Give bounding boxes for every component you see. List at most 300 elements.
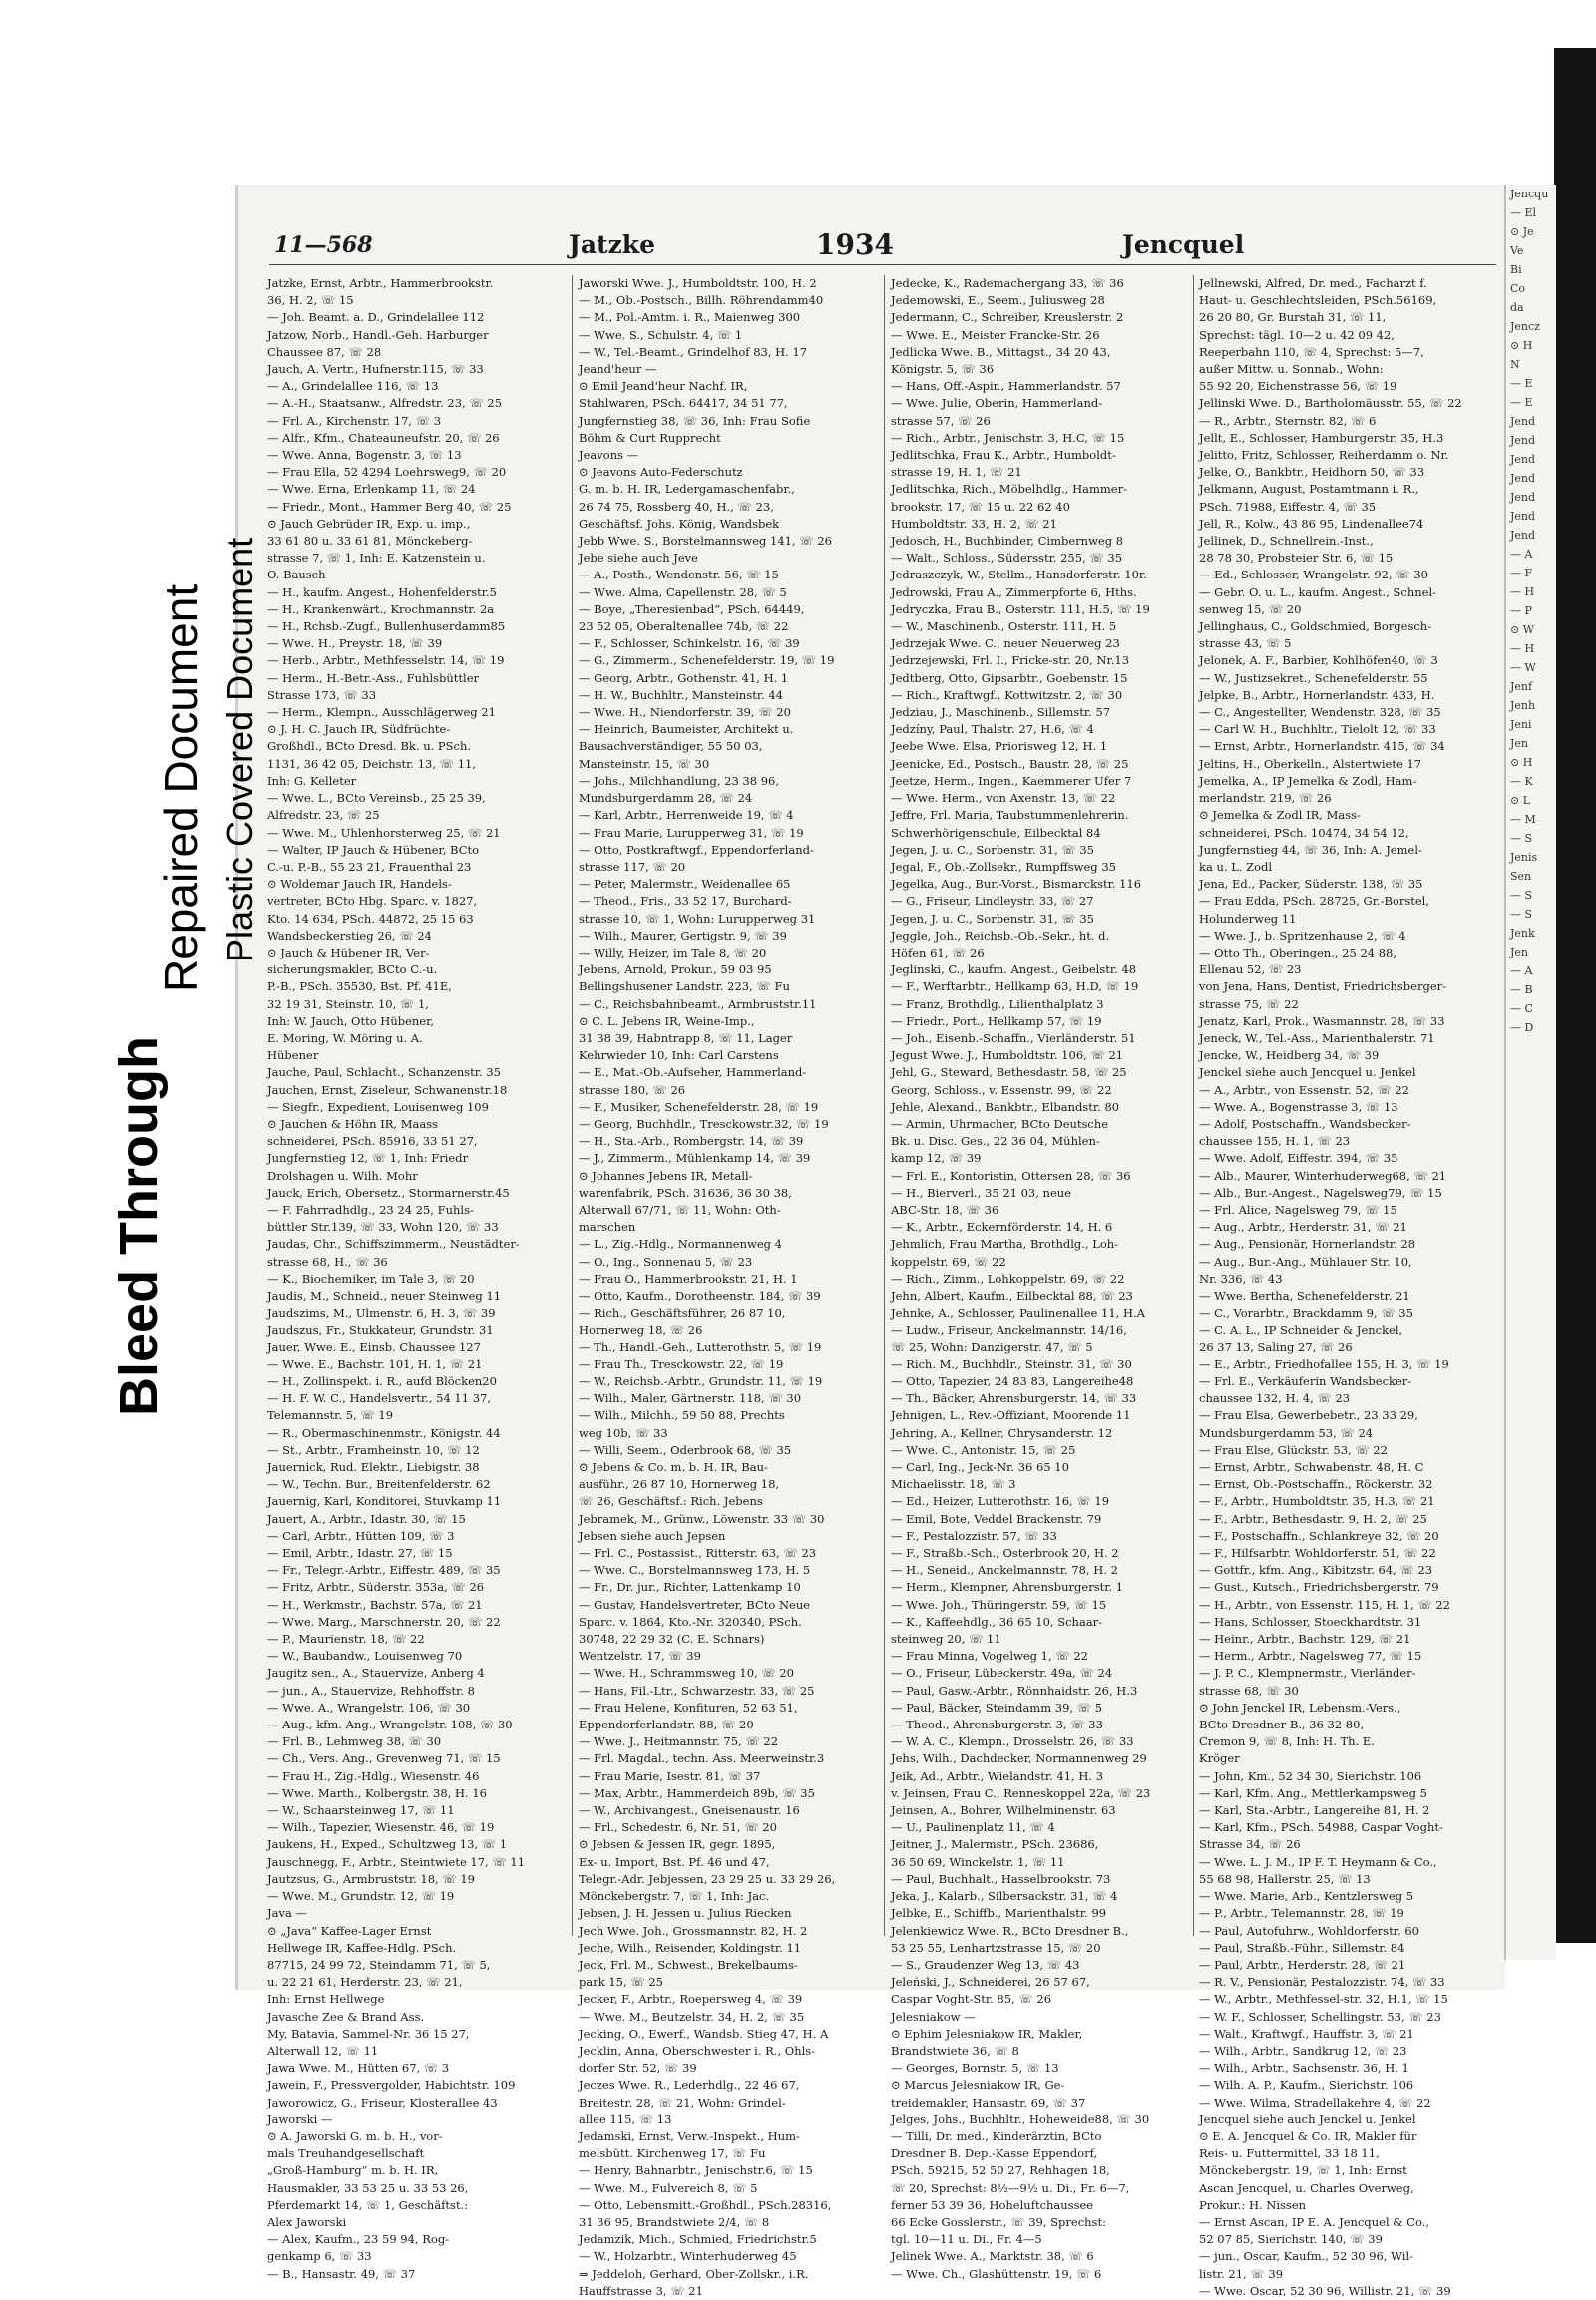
book-edge-shadow <box>1554 48 1596 1943</box>
directory-entry: — Th., Handl.-Geh., Lutterothstr. 5, ☏ 19 <box>579 1340 822 1354</box>
directory-entry: Jungfernstieg 38, ☏ 36, Inh: Frau Sofie <box>579 413 811 428</box>
next-page-fragment: Bi <box>1510 263 1522 276</box>
directory-entry: Jehnigen, L., Rev.-Offiziant, Moorende 11 <box>891 1408 1131 1423</box>
next-page-fragment: — C <box>1510 1002 1533 1015</box>
directory-entry: — Gottfr., kfm. Ang., Kibitzstr. 64, ☏ 23 <box>1199 1563 1433 1578</box>
directory-entry: — B., Hansastr. 49, ☏ 37 <box>267 2266 416 2281</box>
next-page-fragment: Jend <box>1510 491 1536 504</box>
directory-entry: — Frau Helene, Konfituren, 52 63 51, <box>579 1700 798 1715</box>
directory-entry: — Peter, Malermstr., Weidenallee 65 <box>579 877 791 892</box>
directory-entry: — F., Arbtr., Bethesdastr. 9, H. 2, ☏ 25 <box>1199 1511 1427 1526</box>
directory-entry: Jedamski, Ernst, Verw.-Inspekt., Hum- <box>579 2128 800 2143</box>
directory-entry: 55 68 98, Hallerstr. 25, ☏ 13 <box>1199 1871 1371 1886</box>
directory-entry: Javasche Zee & Brand Ass. <box>267 2009 425 2024</box>
directory-entry: — Wwe. L. J. M., IP F. T. Heymann & Co., <box>1199 1854 1437 1869</box>
directory-entry: — F., Schlosser, Schinkelstr. 16, ☏ 39 <box>579 636 800 651</box>
directory-entry: ⊙ Jeavons Auto-Federschutz <box>579 465 743 480</box>
directory-entry: Jebb Wwe. S., Borstelmannsweg 141, ☏ 26 <box>579 534 832 549</box>
next-page-fragment: da <box>1510 301 1524 314</box>
directory-entry: — Boye, „Theresienbad“, PSch. 64449, <box>579 601 805 616</box>
directory-entry: — J., Zimmerm., Mühlenkamp 14, ☏ 39 <box>579 1151 811 1166</box>
directory-entry: Jedecke, K., Rademachergang 33, ☏ 36 <box>891 276 1124 290</box>
directory-entry: — Hans, Schlosser, Stoeckhardtstr. 31 <box>1199 1614 1422 1629</box>
directory-entry: Jecklin, Anna, Oberschwester i. R., Ohls- <box>579 2043 816 2058</box>
directory-entry: Jauer, Wwe. E., Einsb. Chaussee 127 <box>267 1340 481 1354</box>
directory-entry: Jehn, Albert, Kaufm., Eilbecktal 88, ☏ 23 <box>891 1288 1133 1303</box>
directory-entry: — Frl., Schedestr. 6, Nr. 51, ☏ 20 <box>579 1820 777 1835</box>
directory-entry: Hornerweg 18, ☏ 26 <box>579 1323 703 1338</box>
directory-entry: Jegust Wwe. J., Humboldtstr. 106, ☏ 21 <box>891 1048 1124 1063</box>
directory-entry: Jellnewski, Alfred, Dr. med., Facharzt f. <box>1199 276 1427 290</box>
directory-entry: — H. W., Buchhltr., Mansteinstr. 44 <box>579 687 784 702</box>
directory-entry: senweg 15, ☏ 20 <box>1199 601 1302 616</box>
directory-entry: — W. A. C., Klempn., Drosselstr. 26, ☏ 33 <box>891 1734 1134 1749</box>
next-page-fragment: — A <box>1510 964 1533 977</box>
directory-entry: ausführ., 26 87 10, Hornerweg 18, <box>579 1477 780 1492</box>
directory-entry: Jenatz, Karl, Prok., Wasmannstr. 28, ☏ 33 <box>1199 1013 1445 1028</box>
directory-entry: Jedosch, H., Buchbinder, Cimbernweg 8 <box>891 534 1124 549</box>
directory-entry: mals Treuhandgesellschaft <box>267 2146 425 2161</box>
directory-entry: — H., Krankenwärt., Krochmannstr. 2a <box>267 601 495 616</box>
directory-entry: Jelbke, E., Schiffb., Marienthalstr. 99 <box>891 1906 1107 1921</box>
directory-entry: Humboldtstr. 33, H. 2, ☏ 21 <box>891 516 1057 531</box>
next-page-fragment: Jencz <box>1510 320 1540 333</box>
directory-entry: — Otto, Kaufm., Dorotheenstr. 184, ☏ 39 <box>579 1288 821 1303</box>
directory-entry: Jeik, Ad., Arbtr., Wielandstr. 41, H. 3 <box>891 1768 1104 1783</box>
directory-entry: — Adolf, Postschaffn., Wandsbecker- <box>1199 1116 1411 1131</box>
directory-entry: — Friedr., Port., Hellkamp 57, ☏ 19 <box>891 1013 1102 1028</box>
directory-entry: — F. Fahrradhdlg., 23 24 25, Fuhls- <box>267 1202 474 1217</box>
directory-column-1 <box>267 275 565 2281</box>
directory-entry: Mundsburgerdamm 28, ☏ 24 <box>579 791 753 806</box>
directory-entry: ka u. L. Zodl <box>1199 859 1273 874</box>
directory-entry: — R., Arbtr., Sternstr. 82, ☏ 6 <box>1199 413 1377 428</box>
next-page-fragment: — S <box>1510 908 1533 921</box>
directory-entry: — F., Hilfsarbtr. Wohldorferstr. 51, ☏ 22 <box>1199 1546 1436 1561</box>
first-name-heading: Jatzke <box>569 230 655 259</box>
directory-entry: — Ernst, Arbtr., Schwabenstr. 48, H. C <box>1199 1460 1424 1475</box>
directory-entry: — Ludw., Friseur, Anckelmannstr. 14/16, <box>891 1323 1127 1338</box>
directory-entry: — A.-H., Staatsanw., Alfredstr. 23, ☏ 25 <box>267 396 503 411</box>
directory-entry: — C., Reichsbahnbeamt., Armbruststr.11 <box>579 996 817 1011</box>
directory-entry: — Joh. Beamt. a. D., Grindelallee 112 <box>267 310 485 325</box>
directory-entry: Ex- u. Import, Bst. Pf. 46 und 47, <box>579 1854 770 1869</box>
directory-entry: Jeinsen, A., Bohrer, Wilhelminenstr. 63 <box>891 1803 1116 1818</box>
directory-entry: Jellinek, D., Schnellrein.-Inst., <box>1199 534 1374 549</box>
next-page-fragment: — H <box>1510 642 1535 655</box>
directory-entry: — Wwe. A., Bogenstrasse 3, ☏ 13 <box>1199 1099 1398 1114</box>
directory-entry: 53 25 55, Lenhartzstrasse 15, ☏ 20 <box>891 1940 1101 1955</box>
page-header <box>269 224 1496 265</box>
directory-entry: Jedzíny, Paul, Thalstr. 27, H.6, ☏ 4 <box>891 722 1094 737</box>
directory-entry: — W., Arbtr., Methfessel-str. 32, H.1, ☏ 15 <box>1199 1992 1448 2007</box>
next-page-fragment: Jenis <box>1510 851 1538 864</box>
directory-entry: — Frau Th., Tresckowstr. 22, ☏ 19 <box>579 1356 784 1371</box>
label-plastic-covered-document: Plastic Covered Document <box>219 537 260 962</box>
directory-entry: Dresdner B. Dep.-Kasse Eppendorf, <box>891 2146 1098 2161</box>
directory-entry: — Wwe. J., b. Spritzenhause 2, ☏ 4 <box>1199 928 1406 943</box>
directory-entry: Jedamzik, Mich., Schmied, Friedrichstr.5 <box>579 2232 817 2247</box>
directory-entry: — Wwe. A., Wrangelstr. 106, ☏ 30 <box>267 1700 471 1715</box>
directory-entry: Kröger <box>1199 1751 1240 1766</box>
next-page-fragment: — B <box>1510 983 1533 996</box>
directory-entry: ⊙ Jebens & Co. m. b. H. IR, Bau- <box>579 1460 768 1475</box>
directory-entry: — Wwe. Joh., Thüringerstr. 59, ☏ 15 <box>891 1597 1107 1612</box>
directory-entry: Inh: W. Jauch, Otto Hübener, <box>267 1013 434 1028</box>
label-bleed-through: Bleed Through <box>109 1036 169 1416</box>
directory-entry: — Wwe. J., Heitmannstr. 75, ☏ 22 <box>579 1734 779 1749</box>
directory-entry: ⊙ Woldemar Jauch IR, Handels- <box>267 877 452 892</box>
directory-entry: — Georg, Arbtr., Gothenstr. 41, H. 1 <box>579 670 789 685</box>
directory-entry: ⊙ Jauch Gebrüder IR, Exp. u. imp., <box>267 516 471 531</box>
directory-entry: — Aug., Bur.-Ang., Mühlauer Str. 10, <box>1199 1254 1412 1269</box>
directory-entry: Jeleński, J., Schneiderei, 26 57 67, <box>891 1975 1090 1990</box>
directory-entry: — W., Maschinenb., Osterstr. 111, H. 5 <box>891 619 1117 634</box>
directory-entry: Jaworski — <box>267 2111 333 2126</box>
directory-entry: — Wwe. H., Preystr. 18, ☏ 39 <box>267 636 443 651</box>
directory-entry: — Willi, Seem., Oderbrook 68, ☏ 35 <box>579 1442 792 1457</box>
directory-entry: Jell, R., Kolw., 43 86 95, Lindenallee74 <box>1199 516 1424 531</box>
directory-entry: Jaudszims, M., Ulmenstr. 6, H. 3, ☏ 39 <box>267 1306 496 1321</box>
directory-entry: — Otto, Lebensmitt.-Großhdl., PSch.28316, <box>579 2197 832 2212</box>
directory-entry: — Wwe. L., BCto Vereinsb., 25 25 39, <box>267 791 486 806</box>
directory-entry: — Hans, Off.-Aspir., Hammerlandstr. 57 <box>891 379 1121 394</box>
next-page-fragment: Jeni <box>1510 718 1532 731</box>
directory-entry: Jehl, G., Steward, Bethesdastr. 58, ☏ 25 <box>891 1065 1127 1080</box>
directory-entry: Strasse 173, ☏ 33 <box>267 687 377 702</box>
directory-entry: — Otto, Tapezier, 24 83 83, Langereihe48 <box>891 1374 1134 1388</box>
directory-entry: ☏ 20, Sprechst: 8½—9½ u. Di., Fr. 6—7, <box>891 2180 1130 2195</box>
directory-entry: — Paul, Bäcker, Steindamm 39, ☏ 5 <box>891 1700 1103 1715</box>
next-page-fragment: ⊙ L <box>1510 794 1531 807</box>
directory-entry: Jelonek, A. F., Barbier, Kohlhöfen40, ☏ 3 <box>1199 653 1438 668</box>
directory-entry: Jedemowski, E., Seem., Juliusweg 28 <box>891 293 1105 308</box>
directory-entry: — Karl, Kfm., PSch. 54988, Caspar Voght- <box>1199 1820 1443 1835</box>
next-page-fragment: ⊙ H <box>1510 339 1533 352</box>
directory-column-3 <box>891 275 1188 2281</box>
directory-entry: Hübener <box>267 1048 319 1063</box>
directory-entry: — Emil, Bote, Veddel Brackenstr. 79 <box>891 1511 1102 1526</box>
directory-entry: schneiderei, PSch. 85916, 33 51 27, <box>267 1134 478 1149</box>
directory-entry: Jelpke, B., Arbtr., Hornerlandstr. 433, H. <box>1199 687 1435 702</box>
directory-entry: Holunderweg 11 <box>1199 911 1297 926</box>
directory-entry: — Carl, Ing., Jeck-Nr. 36 65 10 <box>891 1460 1069 1475</box>
directory-entry: Jawein, F., Pressvergolder, Habichtstr. 109 <box>267 2078 516 2093</box>
directory-entry: 28 78 30, Probsteier Str. 6, ☏ 15 <box>1199 551 1394 566</box>
directory-entry: ⊙ Ephim Jelesniakow IR, Makler, <box>891 2026 1083 2041</box>
directory-entry: — Walt., Kraftwgf., Hauffstr. 3, ☏ 21 <box>1199 2026 1414 2041</box>
directory-entry: Alterwall 67/71, ☏ 11, Wohn: Oth- <box>579 1202 781 1217</box>
directory-entry: Drolshagen u. Wilh. Mohr <box>267 1168 418 1183</box>
directory-entry: melsbütt. Kirchenweg 17, ☏ Fu <box>579 2146 766 2161</box>
directory-entry: — Emil, Arbtr., Idastr. 27, ☏ 15 <box>267 1546 453 1561</box>
directory-entry: strasse 10, ☏ 1, Wohn: Lurupperweg 31 <box>579 911 816 926</box>
directory-entry: Jencke, W., Heidberg 34, ☏ 39 <box>1199 1048 1380 1063</box>
directory-entry: kamp 12, ☏ 39 <box>891 1151 982 1166</box>
directory-entry: 26 37 13, Saling 27, ☏ 26 <box>1199 1340 1353 1354</box>
directory-entry: Jedraszczyk, W., Stellm., Hansdorferstr. 10r. <box>891 568 1147 582</box>
directory-entry: — Karl, Arbtr., Herrenweide 19, ☏ 4 <box>579 808 794 823</box>
directory-entry: Jegen, J. u. C., Sorbenstr. 31, ☏ 35 <box>891 842 1094 857</box>
directory-entry: — Wwe. S., Schulstr. 4, ☏ 1 <box>579 327 743 342</box>
directory-entry: — Karl, Sta.-Arbtr., Langereihe 81, H. 2 <box>1199 1803 1430 1818</box>
directory-entry: — Hans, Fil.-Ltr., Schwarzestr. 33, ☏ 25 <box>579 1683 815 1698</box>
directory-entry: Jehnke, A., Schlosser, Paulinenallee 11, H.A <box>891 1306 1145 1321</box>
directory-entry: Jellinski Wwe. D., Bartholomäusstr. 55, ☏ 22 <box>1199 396 1462 411</box>
directory-entry: v. Jeinsen, Frau C., Renneskoppel 22a, ☏ 23 <box>891 1785 1151 1800</box>
directory-entry: — W., Archivangest., Gneisenaustr. 16 <box>579 1803 800 1818</box>
directory-entry: chaussee 155, H. 1, ☏ 23 <box>1199 1134 1351 1149</box>
directory-entry: Wentzelstr. 17, ☏ 39 <box>579 1649 701 1664</box>
directory-entry: My, Batavia, Sammel-Nr. 36 15 27, <box>267 2026 470 2041</box>
directory-entry: strasse 68, H., ☏ 36 <box>267 1254 388 1269</box>
directory-entry: — Paul, Arbtr., Herderstr. 28, ☏ 21 <box>1199 1957 1406 1972</box>
column-divider <box>1193 275 1194 1936</box>
directory-entry: genkamp 6, ☏ 33 <box>267 2249 372 2264</box>
next-page-fragment: Sen <box>1510 870 1532 883</box>
directory-entry: — Wilh., Tapezier, Wiesenstr. 46, ☏ 19 <box>267 1820 495 1835</box>
directory-entry: P.-B., PSch. 35530, Bst. Pf. 41E, <box>267 979 452 994</box>
directory-entry: steinweg 20, ☏ 11 <box>891 1632 1001 1647</box>
label-repaired-document: Repaired Document <box>155 583 206 992</box>
directory-entry: — Fritz, Arbtr., Süderstr. 353a, ☏ 26 <box>267 1580 485 1595</box>
directory-entry: 55 92 20, Eichenstrasse 56, ☏ 19 <box>1199 379 1397 394</box>
directory-entry: Mönckebergstr. 19, ☏ 1, Inh: Ernst <box>1199 2163 1407 2178</box>
directory-entry: Telegr.-Adr. Jebjessen, 23 29 25 u. 33 29 26, <box>579 1871 836 1886</box>
directory-entry: ABC-Str. 18, ☏ 36 <box>891 1202 999 1217</box>
directory-entry: Jaudas, Chr., Schiffszimmerm., Neustädter- <box>267 1237 520 1252</box>
directory-entry: 31 38 39, Habntrapp 8, ☏ 11, Lager <box>579 1030 793 1045</box>
directory-entry: — St., Arbtr., Framheinstr. 10, ☏ 12 <box>267 1442 480 1457</box>
directory-entry: — R. V., Pensionär, Pestalozzistr. 74, ☏ 33 <box>1199 1975 1445 1990</box>
directory-entry: — Wwe. Herm., von Axenstr. 13, ☏ 22 <box>891 791 1116 806</box>
directory-entry: — Wwe. Marg., Marschnerstr. 20, ☏ 22 <box>267 1614 501 1629</box>
directory-entry: — H., kaufm. Angest., Hohenfelderstr.5 <box>267 584 497 599</box>
directory-entry: Geschäftsf. Johs. König, Wandsbek <box>579 516 780 531</box>
directory-entry: Jedryczka, Frau B., Osterstr. 111, H.5, ☏ 19 <box>891 601 1150 616</box>
directory-entry: — W., Reichsb.-Arbtr., Grundstr. 11, ☏ 19 <box>579 1374 823 1388</box>
directory-entry: — Wwe. E., Meister Francke-Str. 26 <box>891 327 1100 342</box>
directory-entry: Jebsen, J. H. Jessen u. Julius Riecken <box>579 1906 792 1921</box>
directory-entry: ⊙ C. L. Jebens IR, Weine-Imp., <box>579 1013 755 1028</box>
directory-entry: Jawa Wwe. M., Hütten 67, ☏ 3 <box>267 2061 450 2076</box>
directory-entry: listr. 21, ☏ 39 <box>1199 2266 1284 2281</box>
next-page-fragment: — H <box>1510 585 1535 598</box>
directory-entry: Jehmlich, Frau Martha, Brothdlg., Loh- <box>891 1237 1119 1252</box>
page-top-margin <box>235 0 1596 185</box>
directory-entry: Jedrowski, Frau A., Zimmerpforte 6, Hths. <box>891 584 1137 599</box>
directory-entry: — Frl. Magdal., techn. Ass. Meerweinstr.3 <box>579 1751 825 1766</box>
directory-entry: — Wwe. M., Beutzelstr. 34, H. 2, ☏ 35 <box>579 2009 805 2024</box>
directory-entry: weg 10b, ☏ 33 <box>579 1425 668 1440</box>
directory-entry: Jauch, A. Vertr., Hufnerstr.115, ☏ 33 <box>267 362 484 377</box>
directory-entry: Java — <box>267 1906 307 1921</box>
directory-entry: Jehs, Wilh., Dachdecker, Normannenweg 29 <box>891 1751 1147 1766</box>
directory-entry: ferner 53 39 36, Hoheluftchaussee <box>891 2197 1094 2212</box>
directory-entry: — Wwe. C., Antonistr. 15, ☏ 25 <box>891 1442 1076 1457</box>
directory-entry: — P., Arbtr., Telemannstr. 28, ☏ 19 <box>1199 1906 1404 1921</box>
directory-entry: — Theod., Ahrensburgerstr. 3, ☏ 33 <box>891 1718 1103 1732</box>
directory-entry: — Aug., kfm. Ang., Wrangelstr. 108, ☏ 30 <box>267 1718 513 1732</box>
directory-entry: — R., Obermaschinenmstr., Königstr. 44 <box>267 1425 501 1440</box>
directory-entry: — Joh., Eisenb.-Schaffn., Vierländerstr. 51 <box>891 1030 1136 1045</box>
directory-entry: — Alb., Maurer, Winterhuderweg68, ☏ 21 <box>1199 1168 1447 1183</box>
directory-entry: — Gustav, Handelsvertreter, BCto Neue <box>579 1597 811 1612</box>
directory-entry: — Armin, Uhrmacher, BCto Deutsche <box>891 1116 1109 1131</box>
directory-entry: — Paul, Buchhalt., Hasselbrookstr. 73 <box>891 1871 1111 1886</box>
next-page-fragment: — El <box>1510 206 1537 219</box>
directory-entry: Jatzke, Ernst, Arbtr., Hammerbrookstr. <box>267 276 494 290</box>
directory-entry: — Wwe. Bertha, Schenefelderstr. 21 <box>1199 1288 1410 1303</box>
directory-entry: Jenckel siehe auch Jencquel u. Jenkel <box>1199 1065 1416 1080</box>
directory-entry: Jeltins, H., Oberkelln., Alstertwiete 17 <box>1199 756 1422 771</box>
directory-entry: sicherungsmakler, BCto C.-u. <box>267 962 438 977</box>
directory-column-2 <box>579 275 876 2298</box>
directory-entry: dorfer Str. 52, ☏ 39 <box>579 2061 697 2076</box>
directory-entry: Hausmakler, 33 53 25 u. 33 53 26, <box>267 2180 469 2195</box>
directory-entry: — Wwe. Anna, Bogenstr. 3, ☏ 13 <box>267 448 462 463</box>
directory-entry: strasse 43, ☏ 5 <box>1199 636 1292 651</box>
directory-entry: Jauche, Paul, Schlacht., Schanzenstr. 35 <box>267 1065 501 1080</box>
directory-entry: Königstr. 5, ☏ 36 <box>891 362 995 377</box>
directory-entry: — Herm., Klempner, Ahrensburgerstr. 1 <box>891 1580 1124 1595</box>
directory-entry: ⊙ Jauchen & Höhn IR, Maass <box>267 1116 438 1131</box>
directory-entry: — Willy, Heizer, im Tale 8, ☏ 20 <box>579 945 767 959</box>
directory-entry: — Rich. M., Buchhdlr., Steinstr. 31, ☏ 30 <box>891 1356 1132 1371</box>
directory-entry: — W., Tel.-Beamt., Grindelhof 83, H. 17 <box>579 344 808 359</box>
directory-entry: — Ernst Ascan, IP E. A. Jencquel & Co., <box>1199 2214 1430 2229</box>
directory-entry: Jelesniakow — <box>891 2009 976 2024</box>
directory-entry: — Henry, Bahnarbtr., Jenischstr.6, ☏ 15 <box>579 2163 813 2178</box>
directory-entry: — jun., Oscar, Kaufm., 52 30 96, Wil- <box>1199 2249 1414 2264</box>
directory-entry: — Paul, Straßb.-Führ., Sillemstr. 84 <box>1199 1940 1405 1955</box>
directory-entry: — Frl. E., Kontoristin, Ottersen 28, ☏ 36 <box>891 1168 1131 1183</box>
next-page-fragment: Jen <box>1510 737 1529 750</box>
directory-entry: — F., Musiker, Schenefelderstr. 28, ☏ 19 <box>579 1099 819 1114</box>
directory-entry: Georg, Schloss., v. Essenstr. 99, ☏ 22 <box>891 1082 1112 1097</box>
directory-entry: — Gust., Kutsch., Friedrichsbergerstr. 79 <box>1199 1580 1439 1595</box>
directory-entry: — Wilh., Maurer, Gertigstr. 9, ☏ 39 <box>579 928 787 943</box>
next-page-fragment: ⊙ Je <box>1510 225 1534 238</box>
directory-entry: — K., Kaffeehdlg., 36 65 10, Schaar- <box>891 1614 1103 1629</box>
directory-entry: treidemakler, Hansastr. 69, ☏ 37 <box>891 2095 1086 2109</box>
directory-entry: Kehrwieder 10, Inh: Carl Carstens <box>579 1048 779 1063</box>
directory-entry: Jeetze, Herm., Ingen., Kaemmerer Ufer 7 <box>891 773 1132 788</box>
directory-entry: — Alb., Bur.-Angest., Nagelsweg79, ☏ 15 <box>1199 1185 1442 1200</box>
directory-entry: — Wwe. E., Bachstr. 101, H. 1, ☏ 21 <box>267 1356 483 1371</box>
directory-entry: — Frau H., Zig.-Hdlg., Wiesenstr. 46 <box>267 1768 480 1783</box>
directory-entry: Alfredstr. 23, ☏ 25 <box>267 808 380 823</box>
directory-entry: — W., Holzarbtr., Winterhuderweg 45 <box>579 2249 797 2264</box>
directory-entry: Jeck, Frl. M., Schwest., Brekelbaums- <box>579 1957 798 1972</box>
directory-entry: Hellwege IR, Kaffee-Hdlg. PSch. <box>267 1940 457 1955</box>
directory-entry: — Rich., Zimm., Lohkoppelstr. 69, ☏ 22 <box>891 1271 1125 1286</box>
directory-entry: — E., Arbtr., Friedhofallee 155, H. 3, ☏ 19 <box>1199 1356 1449 1371</box>
directory-entry: Jecking, O., Ewerf., Wandsb. Stieg 47, H. A <box>579 2026 829 2041</box>
directory-entry: — Ed., Schlosser, Wrangelstr. 92, ☏ 30 <box>1199 568 1428 582</box>
directory-entry: — Frau Elsa, Gewerbebetr., 23 33 29, <box>1199 1408 1418 1423</box>
directory-entry: — Max, Arbtr., Hammerdeich 89b, ☏ 35 <box>579 1785 815 1800</box>
directory-entry: außer Mittw. u. Sonnab., Wohn: <box>1199 362 1384 377</box>
directory-entry: strasse 180, ☏ 26 <box>579 1082 686 1097</box>
directory-entry: ⊙ Emil Jeand'heur Nachf. IR, <box>579 379 748 394</box>
directory-entry: — John, Km., 52 34 30, Sierichstr. 106 <box>1199 1768 1422 1783</box>
directory-entry: Alterwall 12, ☏ 11 <box>267 2043 379 2058</box>
directory-entry: ⊙ Jebsen & Jessen IR, gegr. 1895, <box>579 1837 776 1852</box>
next-page-fragment: Jend <box>1510 472 1536 485</box>
directory-entry: — Rich., Kraftwgf., Kottwitzstr. 2, ☏ 30 <box>891 687 1123 702</box>
directory-entry: — W., Baubandw., Louisenweg 70 <box>267 1649 463 1664</box>
directory-entry: — C. A. L., IP Schneider & Jenckel, <box>1199 1323 1403 1338</box>
directory-entry: Jungfernstieg 44, ☏ 36, Inh: A. Jemel- <box>1199 842 1422 857</box>
directory-entry: ⊙ Johannes Jebens IR, Metall- <box>579 1168 753 1183</box>
directory-entry: — M., Pol.-Amtm. i. R., Maienweg 300 <box>579 310 801 325</box>
directory-entry: Jelitto, Fritz, Schlosser, Reiherdamm o. Nr. <box>1199 448 1449 463</box>
directory-entry: BCto Dresdner B., 36 32 80, <box>1199 1718 1365 1732</box>
year-heading: 1934 <box>816 228 894 261</box>
next-page-fragment: — W <box>1510 661 1536 674</box>
directory-entry: — Heinr., Arbtr., Bachstr. 129, ☏ 21 <box>1199 1632 1411 1647</box>
next-page-fragment: — E <box>1510 377 1533 390</box>
directory-entry: Jehle, Alexand., Bankbtr., Elbandstr. 80 <box>891 1099 1120 1114</box>
directory-entry: — Frau O., Hammerbrookstr. 21, H. 1 <box>579 1271 798 1286</box>
directory-entry: Jelenkiewicz Wwe. R., BCto Dresdner B., <box>891 1923 1129 1938</box>
directory-entry: Jegen, J. u. C., Sorbenstr. 31, ☏ 35 <box>891 911 1094 926</box>
directory-entry: Kto. 14 634, PSch. 44872, 25 15 63 <box>267 911 474 926</box>
next-page-fragment: — S <box>1510 832 1533 845</box>
directory-entry: — jun., A., Stauervize, Rehhoffstr. 8 <box>267 1683 475 1698</box>
directory-entry: Jauchen, Ernst, Ziseleur, Schwanenstr.18 <box>267 1082 508 1097</box>
directory-entry: E. Moring, W. Möring u. A. <box>267 1030 423 1045</box>
directory-entry: — Wwe. M., Grundstr. 12, ☏ 19 <box>267 1889 455 1904</box>
directory-entry: — Carl W. H., Buchhltr., Tielolt 12, ☏ 33 <box>1199 722 1436 737</box>
directory-entry: — Wilh. A. P., Kaufm., Sierichstr. 106 <box>1199 2078 1414 2093</box>
directory-entry: Jauernick, Rud. Elektr., Liebigstr. 38 <box>267 1460 480 1475</box>
next-page-fragment: Jend <box>1510 434 1536 447</box>
directory-entry: — Theod., Fris., 33 52 17, Burchard- <box>579 894 792 909</box>
directory-entry: Jauschnegg, F., Arbtr., Steintwiete 17, ☏ 11 <box>267 1854 526 1869</box>
directory-entry: Haut- u. Geschlechtsleiden, PSch.56169, <box>1199 293 1437 308</box>
directory-entry: — Th., Bäcker, Ahrensburgerstr. 14, ☏ 33 <box>891 1391 1137 1406</box>
directory-entry: ⊙ Jemelka & Zodl IR, Mass- <box>1199 808 1361 823</box>
directory-entry: — Alex, Kaufm., 23 59 94, Rog- <box>267 2232 450 2247</box>
directory-entry: Sparc. v. 1864, Kto.-Nr. 320340, PSch. <box>579 1614 802 1629</box>
next-page-fragment: — E <box>1510 396 1533 409</box>
next-page-fragment: — K <box>1510 775 1533 788</box>
directory-entry: O. Bausch <box>267 568 326 582</box>
directory-entry: Mönckebergstr. 7, ☏ 1, Inh: Jac. <box>579 1889 770 1904</box>
directory-entry: park 15, ☏ 25 <box>579 1975 663 1990</box>
directory-entry: Großhdl., BCto Dresd. Bk. u. PSch. <box>267 739 472 754</box>
next-page-fragment: Jenh <box>1510 699 1536 712</box>
directory-entry: — Paul, Autofuhrw., Wohldorferstr. 60 <box>1199 1923 1419 1938</box>
directory-entry: ⊙ J. H. C. Jauch IR, Südfrüchte- <box>267 722 451 737</box>
directory-entry: koppelstr. 69, ☏ 22 <box>891 1254 1006 1269</box>
directory-entry: — Otto, Postkraftwgf., Eppendorferland- <box>579 842 814 857</box>
next-page-fragment: Jend <box>1510 453 1536 466</box>
directory-entry: 1131, 36 42 05, Deichstr. 13, ☏ 11, <box>267 756 476 771</box>
directory-entry: — Wwe. Ch., Glashüttenstr. 19, ☏ 6 <box>891 2266 1102 2281</box>
directory-entry: 30748, 22 29 32 (C. E. Schnars) <box>579 1632 765 1647</box>
directory-entry: — Wwe. Wilma, Stradellakehre 4, ☏ 22 <box>1199 2095 1431 2109</box>
directory-entry: Bellingshusener Landstr. 223, ☏ Fu <box>579 979 790 994</box>
directory-entry: — W., Techn. Bur., Breitenfelderstr. 62 <box>267 1477 491 1492</box>
directory-entry: — M., Ob.-Postsch., Billh. Röhrendamm40 <box>579 293 824 308</box>
directory-entry: — Wilh., Arbtr., Sandkrug 12, ☏ 23 <box>1199 2043 1407 2058</box>
directory-entry: — A., Arbtr., von Essenstr. 52, ☏ 22 <box>1199 1082 1409 1097</box>
directory-entry: Jedrzejak Wwe. C., neuer Neuerweg 23 <box>891 636 1120 651</box>
directory-entry: Jatzow, Norb., Handl.-Geh. Harburger <box>267 327 489 342</box>
